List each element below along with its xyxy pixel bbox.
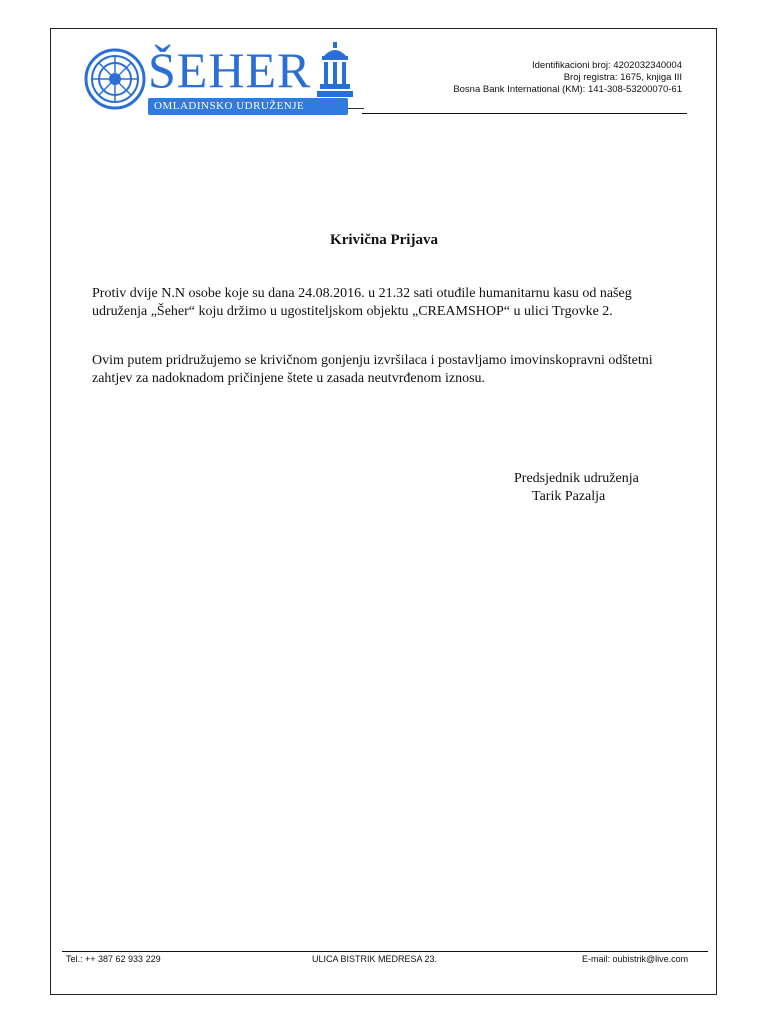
- rosette-emblem-icon: [84, 48, 146, 110]
- organization-logo: [84, 42, 364, 116]
- page-border: [50, 28, 717, 995]
- registry-number: Broj registra: 1675, knjiga III: [563, 72, 682, 83]
- logo-rule: [348, 108, 364, 109]
- bank-account: Bosna Bank International (KM): 141-308-53200070-61: [453, 84, 682, 95]
- header-divider: [362, 113, 687, 114]
- tower-icon: [316, 42, 354, 100]
- paragraph-claim: Ovim putem pridružujemo se krivičnom gonjenju izvršilaca i postavljamo imovinskopravni odštetni zahtjev za nadoknadom pričinjene štete u zasada neutvrđenom iznosu.: [92, 353, 653, 386]
- paragraph-report: Protiv dvije N.N osobe koje su dana 24.08.2016. u 21.32 sati otuđile humanitarnu kasu od našeg udruženja „Šeher“ koju držimo u ugostiteljskom objektu „CREAMSHOP“ u ulici Trgovke 2.: [92, 286, 632, 319]
- signature-block: [514, 470, 639, 506]
- footer-email: E-mail: oubistrik@live.com: [582, 954, 689, 964]
- logo-wordmark: ŠEHER: [148, 42, 312, 98]
- footer-divider: [62, 951, 708, 952]
- id-number: Identifikacioni broj: 4202032340004: [531, 60, 682, 71]
- footer-phone: Tel.: ++ 387 62 933 229: [66, 954, 161, 964]
- header-registration-info: [453, 60, 682, 96]
- signatory-role: Predsjednik udruženja: [514, 471, 639, 486]
- signatory-name: Tarik Pazalja: [532, 489, 606, 504]
- footer-address: ULICA BISTRIK MEDRESA 23.: [312, 954, 438, 964]
- logo-tagline: OMLADINSKO UDRUŽENJE: [154, 100, 305, 112]
- document-title: Krivična Prijava: [330, 232, 438, 248]
